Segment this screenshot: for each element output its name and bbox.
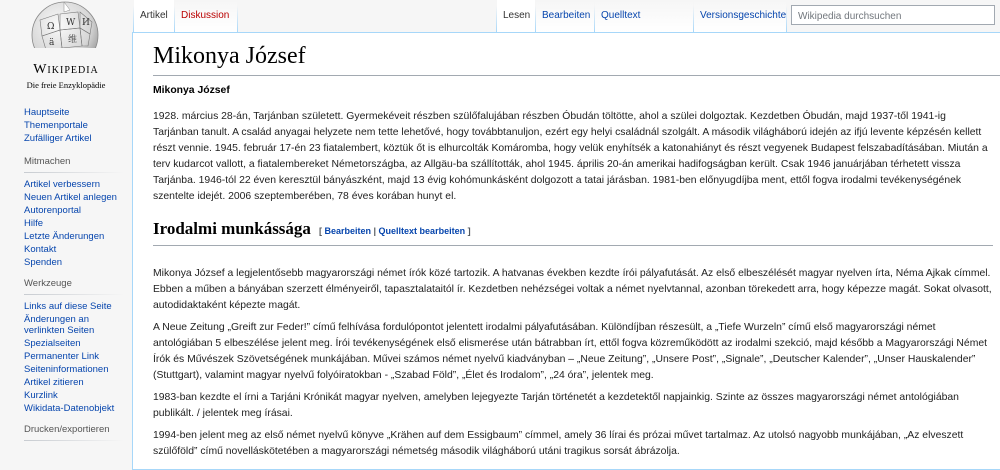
- svg-text:ä: ä: [49, 38, 55, 48]
- divider: [24, 440, 124, 441]
- sidebar-item-hilfe[interactable]: Hilfe: [24, 218, 44, 229]
- section-heading-text: Irodalmi munkássága: [153, 219, 311, 238]
- edit-bracket-open: [: [318, 226, 322, 236]
- tab-lesen[interactable]: Lesen: [497, 0, 535, 32]
- article-body: [153, 83, 993, 466]
- sidebar-item-artikel-verbessern[interactable]: Artikel verbessern: [24, 179, 101, 190]
- sidebar-portal-werkzeuge: [0, 278, 132, 414]
- tab-separator: [786, 6, 787, 32]
- edit-bracket-close: ]: [467, 226, 471, 236]
- sidebar-item-autorenportal[interactable]: Autorenportal: [24, 205, 82, 216]
- sidebar-item-themenportale[interactable]: Themenportale: [24, 120, 88, 131]
- divider: [24, 294, 124, 295]
- section-edit-link[interactable]: Bearbeiten: [324, 226, 371, 236]
- wikipedia-globe-icon: [30, 0, 100, 48]
- sidebar: [0, 100, 132, 451]
- sidebar-portal-drucken: [0, 424, 132, 441]
- title-divider: [153, 75, 1000, 76]
- wikipedia-logo[interactable]: [0, 0, 132, 100]
- section-edit-source-link[interactable]: Quelltext bearbeiten: [378, 226, 466, 236]
- sidebar-item-aenderungen-an-verlinkten-seiten[interactable]: Änderungen an verlinkten Seiten: [24, 314, 95, 336]
- article-content: [132, 32, 1000, 470]
- sidebar-item-hauptseite[interactable]: Hauptseite: [24, 107, 70, 118]
- sidebar-item-permanenter-link[interactable]: Permanenter Link: [24, 351, 99, 362]
- paragraph-literary-4: 1994-ben jelent meg az első német nyelvű könyve „Krähen auf dem Essigbaum” címmel, amely 36 lírai és prózai művet tartalmaz. Az utolsó nagyobb munkájában, „Az elveszett szülőföld” című novelláskötetében a magyarországi németség második világháború utáni tragikus sorsát ábrázolja.: [153, 430, 964, 457]
- paragraph-literary-1: Mikonya József a legjelentősebb magyarországi német írók közé tartozik. A hatvanas években kezdte írói pályafutását. Az első elbeszélését magyar nyelven írta, Néma Ajkak címmel. Ebben a műben a bányában szerzett élményeiről, tapasztalataitól ír. Kezdetben nehézségei voltak a német nyelvtannal, azonban törekedett arra, hogy képezze magát. Sokat olvasott, autodidaktaként képezte magát.: [153, 268, 992, 311]
- edit-separator: |: [373, 226, 377, 236]
- sidebar-item-spezialseiten[interactable]: Spezialseiten: [24, 338, 81, 349]
- section-heading: [153, 217, 993, 246]
- article-bold-name: Mikonya József: [153, 85, 230, 96]
- sidebar-item-letzte-aenderungen[interactable]: Letzte Änderungen: [24, 231, 105, 242]
- sidebar-item-kontakt[interactable]: Kontakt: [24, 244, 57, 255]
- paragraph-literary-2: A Neue Zeitung „Greift zur Feder!” című felhívása fordulópontot jelentett irodalmi pályafutásában. Különdíjban részesült, a „Tiefe Wurzeln” című első magyarországi német antológiában 5 elbeszélése jelent meg. Írói tevékenységének első elismerése után bátrabban írt, ettől fogva közreműködött az irodalmi szekció, majd később a Magyarországi Német Írók és Művészek Szövetségének munkájában. Művei számos német nyelvű kiadványban – „Neue Zeitung”, „Unsere Post”, „Signale”, „Deutscher Kalender”, „Unser Hauskalender” (Stuttgart), valamint magyar nyelvű folyóiratokban - „Szabad Föld”, „Élet és Irodalom”, „24 óra”, jelentek meg.: [153, 322, 988, 381]
- sidebar-item-links-auf-diese-seite[interactable]: Links auf diese Seite: [24, 301, 112, 312]
- search-box: [791, 5, 995, 25]
- tab-quelltext-bearbeiten[interactable]: Quelltext: [595, 0, 693, 32]
- sidebar-item-neuen-artikel-anlegen[interactable]: Neuen Artikel anlegen: [24, 192, 117, 203]
- sidebar-heading-werkzeuge[interactable]: Werkzeuge: [24, 278, 72, 289]
- svg-text:维: 维: [68, 35, 78, 45]
- tab-diskussion[interactable]: Diskussion: [175, 0, 237, 32]
- sidebar-item-wikidata-datenobjekt[interactable]: Wikidata-Datenobjekt: [24, 403, 115, 414]
- search-input[interactable]: [792, 8, 994, 26]
- sidebar-item-seiteninformationen[interactable]: Seiteninformationen: [24, 364, 109, 375]
- sidebar-portal-mitmachen: [0, 156, 132, 268]
- section-edit-links: [319, 226, 471, 236]
- svg-text:Ω: Ω: [47, 22, 55, 32]
- tab-versionsgeschichte[interactable]: Versionsgeschichte: [694, 0, 786, 32]
- paragraph-biography: 1928. március 28-án, Tarjánban született. Gyermekéveit részben szülőfalujában részben Óbudán töltötte, ahol a szülei dolgoztak. Kezdetben Óbudán, majd 1937-től 1941-ig Tarjánban tanult. A család anyagai helyzete nem tette lehetővé, hogy továbbtanuljon, ezért egy helyi családnál szolgált. A második világháború idején az ifjú levente képzésén kellett részt vennie. 1945. február 17-én 23 fiatalembert, köztük őt is elhurcolták Komáromba, hogy velük enyhítsék a katonahiányt és részt vegyenek Budapest felszabadításában. Miután a terv kudarcot vallott, a fiatalembereket Németországba, az Allgäu-ba szállították, ahol 1945. április 20-án amerikai hadifogságban került. Csak 1946 januárjában térhetett vissza Tarjánba. 1946-tól 22 éven keresztül bányászként, majd 13 évig kohómunkásként dolgozott a tatai járásban. 1981-ben előnyugdíjba ment, ettől fogva irodalmi tevékenységének szentelte idejét. 2006 szeptemberében, 78 éves korában hunyt el.: [153, 111, 988, 202]
- svg-text:W: W: [66, 18, 76, 28]
- sidebar-item-artikel-zitieren[interactable]: Artikel zitieren: [24, 377, 84, 388]
- wikipedia-tagline: Die freie Enzyklopädie: [26, 80, 106, 90]
- sidebar-heading-drucken-exportieren[interactable]: Drucken/exportieren: [24, 424, 110, 435]
- tab-separator: [237, 6, 238, 32]
- sidebar-heading-mitmachen[interactable]: Mitmachen: [24, 156, 71, 167]
- page-title: Mikonya József: [153, 43, 306, 69]
- tab-bearbeiten[interactable]: Bearbeiten: [536, 0, 594, 32]
- wikipedia-wordmark: Wikipedia: [33, 62, 99, 77]
- sidebar-item-kurzlink[interactable]: Kurzlink: [24, 390, 58, 401]
- divider: [24, 172, 124, 173]
- svg-text:И: И: [82, 18, 90, 28]
- sidebar-item-spenden[interactable]: Spenden: [24, 257, 63, 268]
- tab-artikel[interactable]: Artikel: [134, 0, 174, 32]
- paragraph-literary-3: 1983-ban kezdte el írni a Tarjáni Krónikát magyar nyelven, amelyben lejegyezte Tarján történetét a kezdetektől napjainkig. Szinte az összes magyarországi német antológiában publikált. / jelentek meg írásai.: [153, 392, 959, 419]
- sidebar-item-zufaelliger-artikel[interactable]: Zufälliger Artikel: [24, 133, 92, 144]
- sidebar-navigation: [0, 107, 132, 144]
